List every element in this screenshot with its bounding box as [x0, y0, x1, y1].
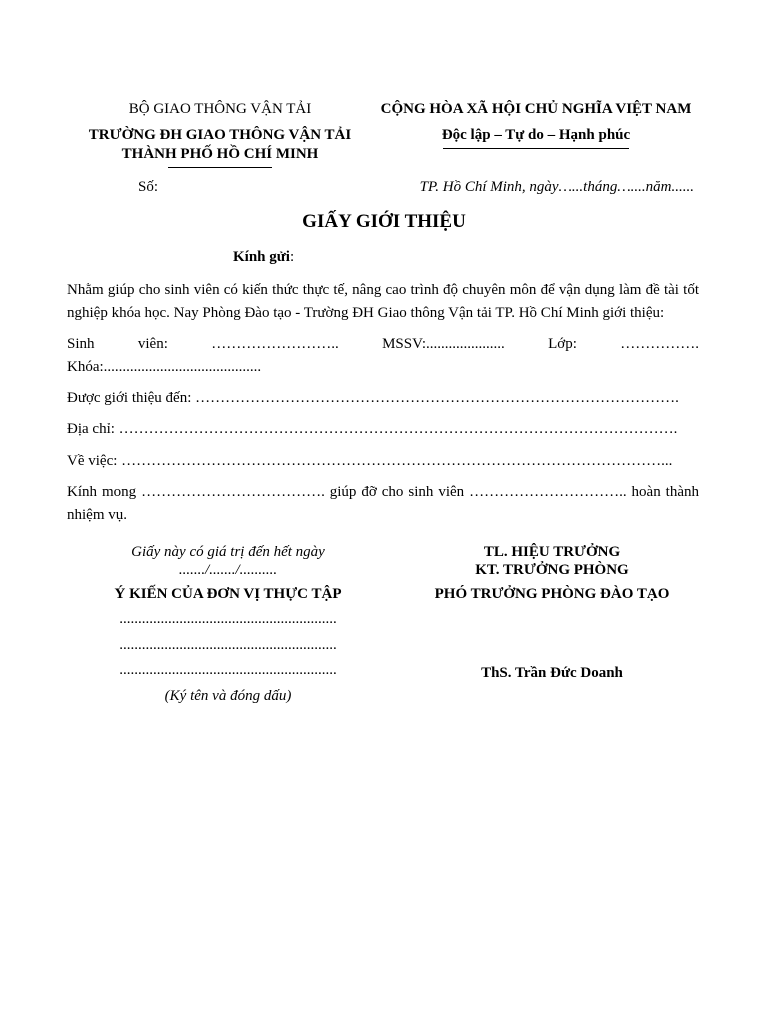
national-motto: Độc lập – Tự do – Hạnh phúc	[441, 127, 631, 143]
place-date-line: TP. Hồ Chí Minh, ngày…...tháng…....năm......	[419, 179, 694, 195]
cohort-line: Khóa:..........................................	[67, 359, 262, 375]
validity-note	[95, 543, 361, 579]
intro-paragraph: Nhằm giúp cho sinh viên có kiến thức thực tế, nâng cao trình độ chuyên môn để vận dụng làm đề tài tốt nghiệp khóa học. Nay Phòng Đào tạo - Trường ĐH Giao thông Vận tải TP. Hồ Chí Minh giới thiệu:	[67, 282, 699, 321]
class-blank: …………….	[620, 336, 699, 352]
national-header	[372, 100, 700, 149]
salutation-colon: :	[289, 249, 295, 265]
student-line	[67, 333, 699, 356]
motto-underline	[443, 148, 629, 149]
ref-number-label: Số:	[138, 179, 159, 195]
issuer-header	[78, 100, 362, 168]
country-name: CỘNG HÒA XÃ HỘI CHỦ NGHĨA VIỆT NAM	[380, 101, 692, 117]
validity-text: Giấy này có giá trị đến hết ngày	[131, 544, 325, 560]
address-line: Địa chỉ: ………………………………………………………………………………………………….	[67, 421, 678, 437]
school-name-line2: THÀNH PHỐ HỒ CHÍ MINH	[121, 146, 319, 162]
validity-date-blank: ......./......./..........	[178, 562, 278, 578]
signer-name: ThS. Trần Đức Doanh	[481, 665, 623, 681]
opinion-blank-line: ..........................................................	[119, 611, 337, 627]
student-label-sinh: Sinh	[67, 336, 95, 352]
student-id-field: MSSV:.....................	[382, 336, 505, 352]
deputy-head-title: PHÓ TRƯỞNG PHÒNG ĐÀO TẠO	[434, 586, 670, 602]
student-name-blank: ……………………..	[211, 336, 339, 352]
authority-line1: TL. HIỆU TRƯỞNG	[483, 544, 621, 560]
student-label-vien: viên:	[137, 336, 168, 352]
class-label: Lớp:	[548, 336, 577, 352]
request-paragraph: Kính mong ………………………………. giúp đỡ cho sinh viên ………………………….. hoàn thành nhiệm vụ.	[67, 484, 699, 523]
internship-opinion-heading: Ý KIẾN CỦA ĐƠN VỊ THỰC TẬP	[114, 586, 342, 602]
introduced-to-line: Được giới thiệu đến: …………………………………………………………………………………….	[67, 390, 679, 406]
header-underline	[168, 167, 272, 168]
salutation	[233, 249, 294, 266]
school-name-line1: TRƯỜNG ĐH GIAO THÔNG VẬN TẢI	[88, 127, 352, 143]
document-title: GIẤY GIỚI THIỆU	[302, 211, 466, 232]
authority-line2: KT. TRƯỞNG PHÒNG	[475, 562, 629, 578]
regarding-line: Về việc: ………………………………………………………………………………………………...	[67, 453, 673, 469]
ministry-name: BỘ GIAO THÔNG VẬN TẢI	[128, 101, 312, 117]
sign-and-seal-note: (Ký tên và đóng dấu)	[164, 688, 292, 704]
salutation-label: Kính gửi	[233, 249, 290, 265]
signatory-authority	[372, 543, 732, 579]
opinion-blank-line: ..........................................................	[119, 637, 337, 653]
opinion-blank-line: ..........................................................	[119, 662, 337, 678]
